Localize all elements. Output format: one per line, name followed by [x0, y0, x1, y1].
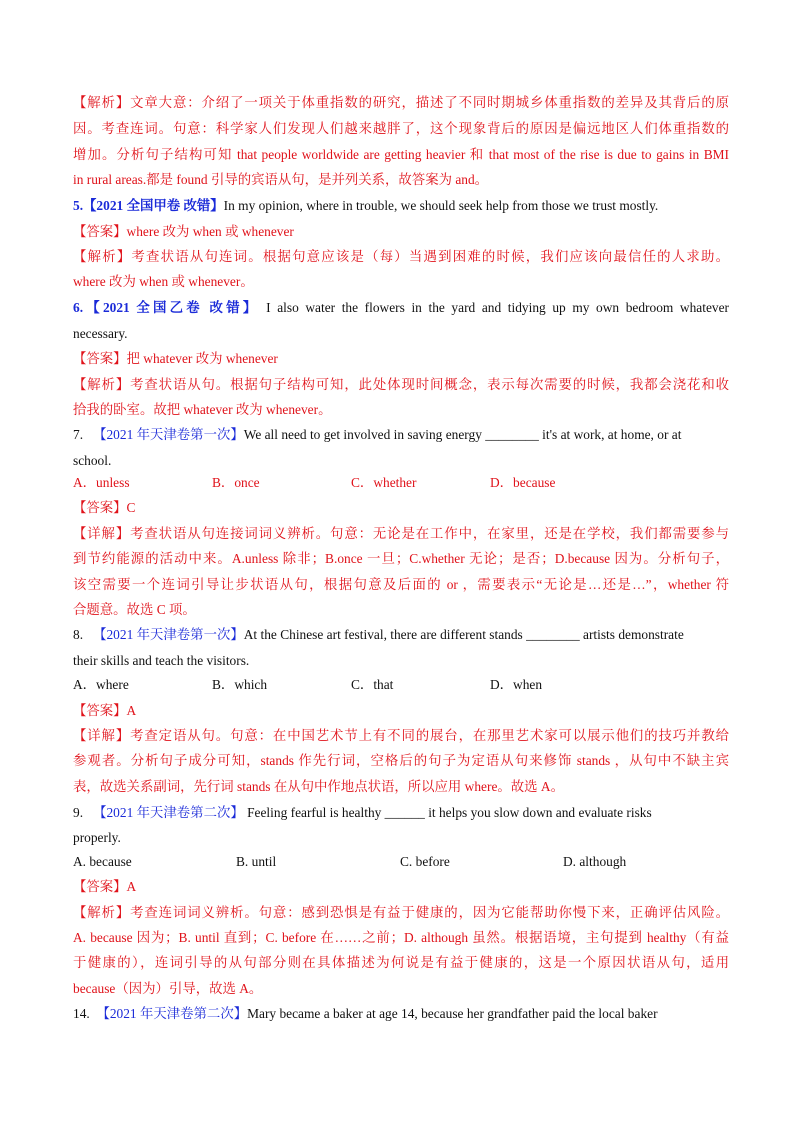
question-number: 5.: [73, 198, 84, 213]
option-d: D．when: [490, 677, 543, 692]
question-text: necessary.: [73, 326, 128, 341]
question-source: 【2021 年天津卷第二次】: [96, 1006, 248, 1021]
question-text: Mary became a baker at age 14, because her grandfather paid the local baker: [247, 1006, 658, 1021]
question-text: school.: [73, 453, 112, 468]
question-text: In my opinion, where in trouble, we should seek help from those we trust mostly.: [223, 198, 659, 213]
analysis-text: 拾我的卧室。故把 whatever 改为 whenever。: [73, 402, 332, 417]
analysis-text: 增加。分析句子结构可知 that people worldwide are getting heavier 和 that most of the rise is due to gains in BMI: [73, 147, 729, 162]
question-source: 【2021 年天津卷第二次】: [93, 805, 244, 820]
question-text: At the Chinese art festival, there are different stands ________ artists demonstrate: [243, 627, 684, 642]
answer-text: 【答案】A: [73, 703, 137, 718]
question-number: 14.: [73, 1006, 90, 1021]
analysis-text: in rural areas.都是 found 引导的宾语从句，是并列关系，故答案为 and。: [73, 172, 489, 187]
question-8: [73, 626, 684, 644]
question-number: 8.: [73, 627, 84, 642]
option-c: C．whether: [351, 475, 417, 490]
answer-text: 【答案】把 whatever 改为 whenever: [73, 351, 278, 366]
question-9: [73, 804, 652, 822]
question-number: 7.: [73, 427, 84, 442]
question-text: their skills and teach the visitors.: [73, 653, 250, 668]
analysis-text: 【解析】文章大意：介绍了一项关于体重指数的研究，描述了不同时期城乡体重指数的差异及其背后的原: [73, 95, 729, 110]
detail-text: 到节约能源的活动中来。A.unless 除非；B.once 一旦；C.whether 无论；是否；D.because 因为。分析句子，: [73, 551, 729, 566]
analysis-text: 【解析】考查状语从句连词。根据句意应该是（每）当遇到困难的时候，我们应该向最信任的人求助。: [73, 249, 729, 264]
question-text: We all need to get involved in saving energy ________ it's at work, at home, or at: [243, 427, 682, 442]
question-source: 【2021 年天津卷第一次】: [93, 627, 244, 642]
question-number: 6.: [73, 300, 84, 315]
analysis-text: 【解析】考查连词词义辨析。句意：感到恐惧是有益于健康的，因为它能帮助你慢下来，正确评估风险。: [73, 905, 729, 920]
option-b: B. until: [236, 854, 277, 869]
question-text: Feeling fearful is healthy ______ it helps you slow down and evaluate risks: [243, 805, 652, 820]
answer-text: 【答案】where 改为 when 或 whenever: [73, 224, 294, 239]
detail-text: 【详解】考查定语从句。句意：在中国艺术节上有不同的展台，在那里艺术家可以展示他们的技巧并教给: [73, 728, 729, 743]
option-d: D. although: [563, 854, 627, 869]
analysis-text: because（因为）引导，故选 A。: [73, 981, 263, 996]
analysis-text: A. because 因为；B. until 直到；C. before 在……之前；D. although 虽然。根据语境，主句提到 healthy（有益: [73, 930, 729, 945]
question-text: I also water the flowers in the yard and tidying up my own bedroom whatever: [266, 300, 729, 315]
option-a: A．unless: [73, 475, 130, 490]
detail-text: 参观者。分析句子成分可知，stands 作先行词，空格后的句子为定语从句来修饰 stands ，从句中不缺主宾: [73, 753, 729, 768]
option-c: C．that: [351, 677, 394, 692]
question-source: 【2021 全国甲卷 改错】: [83, 198, 224, 213]
detail-text: 该空需要一个连词引导让步状语从句，根据句意及后面的 or ，需要表示“无论是…还是…”，whether 符: [73, 577, 729, 592]
option-a: A．where: [73, 677, 129, 692]
option-b: B．once: [212, 475, 260, 490]
question-6: [73, 299, 729, 317]
question-number: 9.: [73, 805, 84, 820]
analysis-text: where 改为 when 或 whenever。: [73, 274, 254, 289]
option-c: C. before: [400, 854, 450, 869]
detail-text: 合题意。故选 C 项。: [73, 602, 196, 617]
question-text: properly.: [73, 830, 121, 845]
question-14: [73, 1005, 658, 1023]
question-source: 【2021 年天津卷第一次】: [93, 427, 244, 442]
detail-text: 【详解】考查状语从句连接词词义辨析。句意：无论是在工作中，在家里，还是在学校，我们都需要参与: [73, 526, 729, 541]
question-7: [73, 426, 681, 444]
analysis-text: 【解析】考查状语从句。根据句子结构可知，此处体现时间概念，表示每次需要的时候，我都会浇花和收: [73, 377, 729, 392]
question-source: 【2021 全国乙卷 改错】: [83, 300, 260, 315]
analysis-text: 于健康的），连词引导的从句部分则在具体描述为何说是有益于健康的，这是一个原因状语从句，适用: [73, 955, 729, 970]
option-a: A. because: [73, 854, 132, 869]
option-d: D．because: [490, 475, 556, 490]
answer-text: 【答案】A: [73, 879, 137, 894]
analysis-text: 因。考查连词。句意：科学家人们发现人们越来越胖了，这个现象背后的原因是偏远地区人们体重指数的: [73, 121, 729, 136]
question-5: [73, 197, 658, 215]
detail-text: 表，故选关系副词，先行词 stands 在从句中作地点状语，所以应用 where。故选 A。: [73, 779, 564, 794]
answer-text: 【答案】C: [73, 500, 136, 515]
option-b: B．which: [212, 677, 268, 692]
